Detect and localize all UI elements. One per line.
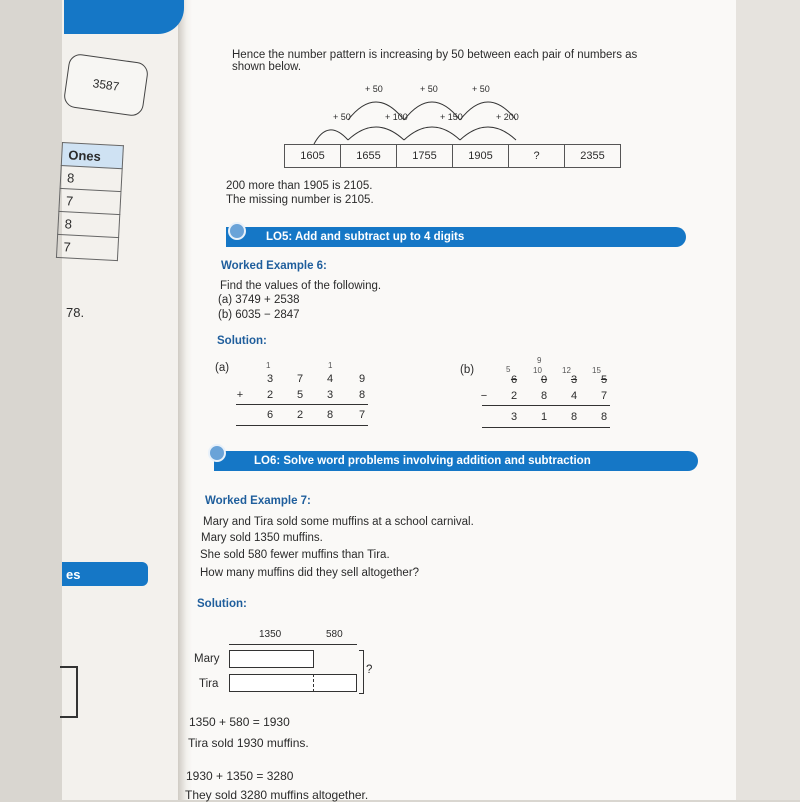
minus-sign: − xyxy=(480,390,488,402)
example6-solution-label: Solution: xyxy=(217,335,267,347)
sum-digit: 8 xyxy=(326,409,334,421)
mary-bar xyxy=(229,650,314,668)
difference-digit: 3 xyxy=(510,411,518,423)
step-line: Tira sold 1930 muffins. xyxy=(188,736,309,750)
lo6-banner xyxy=(214,451,698,471)
addend-digit: 3 xyxy=(326,389,334,401)
addend-digit: 9 xyxy=(358,373,366,385)
example7-solution-label: Solution: xyxy=(197,598,247,610)
number-box-value: 3587 xyxy=(91,76,121,94)
example6-heading: Worked Example 6: xyxy=(221,260,327,272)
arc-bottom-3 xyxy=(404,127,460,140)
book-spine xyxy=(178,0,192,800)
left-text-fragment: 78. xyxy=(66,305,85,320)
difference-digit: 8 xyxy=(570,411,578,423)
regroup-digit: 5 xyxy=(506,365,511,374)
tira-bar xyxy=(229,674,357,692)
left-section-bar-label: es xyxy=(66,566,81,582)
lo6-title: LO6: Solve word problems involving addition and subtraction xyxy=(254,455,591,467)
ones-table-cell: 8 xyxy=(60,165,122,191)
arc-label-bottom: + 200 xyxy=(496,112,519,122)
step-line: They sold 3280 muffins altogether. xyxy=(185,788,369,802)
pattern-cell: 1905 xyxy=(453,145,509,168)
arc-label-bottom: + 150 xyxy=(440,112,463,122)
background-edge xyxy=(736,0,800,800)
regroup-digit: 15 xyxy=(592,366,601,375)
arc-bottom-4 xyxy=(460,127,516,140)
arc-label-top: + 50 xyxy=(472,84,490,94)
model-label-580: 580 xyxy=(326,629,343,640)
pattern-cell: 1755 xyxy=(397,145,453,168)
ones-table-cell: 7 xyxy=(56,234,118,260)
minuend-digit: 5 xyxy=(600,374,608,386)
arc-label-bottom: + 50 xyxy=(333,112,351,122)
sum-digit: 7 xyxy=(358,409,366,421)
carry-digit: 1 xyxy=(266,361,271,370)
minuend-digit: 3 xyxy=(570,374,578,386)
pattern-cell-missing: ? xyxy=(509,145,565,168)
sum-line xyxy=(236,404,368,405)
ones-table-header: Ones xyxy=(61,143,123,169)
target-icon xyxy=(228,222,246,240)
sum-digit: 6 xyxy=(266,409,274,421)
pattern-table xyxy=(284,144,621,168)
intro-line-2: shown below. xyxy=(232,61,302,73)
example7-line: Mary and Tira sold some muffins at a school carnival. xyxy=(203,516,474,528)
arc-label-top: + 50 xyxy=(420,84,438,94)
intro-line-1: Hence the number pattern is increasing by 50 between each pair of numbers as xyxy=(232,49,638,61)
minuend-digit: 6 xyxy=(510,374,518,386)
addend-digit: 8 xyxy=(358,389,366,401)
difference-digit: 1 xyxy=(540,411,548,423)
tira-bar-divider xyxy=(313,674,314,692)
example7-line: She sold 580 fewer muffins than Tira. xyxy=(200,549,390,561)
model-label-1350: 1350 xyxy=(259,629,282,640)
pattern-conclusion-1: 200 more than 1905 is 2105. xyxy=(226,180,373,192)
ones-table-cell: 7 xyxy=(59,188,121,214)
difference-line xyxy=(482,427,610,428)
example7-line: How many muffins did they sell altogether? xyxy=(200,567,420,579)
model-label-mary: Mary xyxy=(194,653,220,665)
ones-table-cell: 8 xyxy=(58,211,120,237)
subtrahend-digit: 4 xyxy=(570,390,578,402)
carry-digit: 1 xyxy=(328,361,333,370)
left-answer-box xyxy=(60,666,78,718)
sum-digit: 2 xyxy=(296,409,304,421)
minuend-digit: 0 xyxy=(540,374,548,386)
model-top-bracket xyxy=(229,644,357,645)
difference-line xyxy=(482,405,610,406)
pattern-conclusion-2: The missing number is 2105. xyxy=(226,194,374,206)
sum-line xyxy=(236,425,368,426)
lo5-banner xyxy=(226,227,686,247)
model-total-bracket xyxy=(359,650,364,694)
subtrahend-digit: 7 xyxy=(600,390,608,402)
solution-b-label: (b) xyxy=(460,364,475,376)
arc-bottom-1 xyxy=(314,130,348,144)
plus-sign: + xyxy=(236,389,244,401)
left-top-banner xyxy=(64,0,184,34)
lo5-title: LO5: Add and subtract up to 4 digits xyxy=(266,231,465,243)
example6-prompt: Find the values of the following. xyxy=(220,280,382,292)
number-box xyxy=(63,53,150,118)
left-section-bar xyxy=(62,562,148,586)
model-label-tira: Tira xyxy=(199,678,219,690)
example7-heading: Worked Example 7: xyxy=(205,495,311,507)
pattern-cell: 1605 xyxy=(285,145,341,168)
step-line: 1350 + 580 = 1930 xyxy=(189,715,290,729)
target-icon xyxy=(208,444,226,462)
addend-digit: 4 xyxy=(326,373,334,385)
arc-label-top: + 50 xyxy=(365,84,383,94)
model-question-mark: ? xyxy=(366,664,373,676)
ones-table xyxy=(56,142,124,261)
pattern-cell: 1655 xyxy=(341,145,397,168)
addend-digit: 5 xyxy=(296,389,304,401)
difference-digit: 8 xyxy=(600,411,608,423)
solution-a-label: (a) xyxy=(215,362,230,374)
addend-digit: 3 xyxy=(266,373,274,385)
addend-digit: 2 xyxy=(266,389,274,401)
addend-digit: 7 xyxy=(296,373,304,385)
example6-part-b: (b) 6035 − 2847 xyxy=(218,309,300,321)
left-page xyxy=(62,0,184,800)
subtrahend-digit: 2 xyxy=(510,390,518,402)
step-line: 1930 + 1350 = 3280 xyxy=(186,769,294,783)
regroup-digit: 12 xyxy=(562,366,571,375)
pattern-cell: 2355 xyxy=(565,145,621,168)
example6-part-a: (a) 3749 + 2538 xyxy=(218,294,300,306)
regroup-digit: 10 xyxy=(533,366,542,375)
arc-bottom-2 xyxy=(348,127,404,140)
example7-line: Mary sold 1350 muffins. xyxy=(201,532,323,544)
regroup-digit: 9 xyxy=(537,356,542,365)
arc-label-bottom: + 100 xyxy=(385,112,408,122)
subtrahend-digit: 8 xyxy=(540,390,548,402)
